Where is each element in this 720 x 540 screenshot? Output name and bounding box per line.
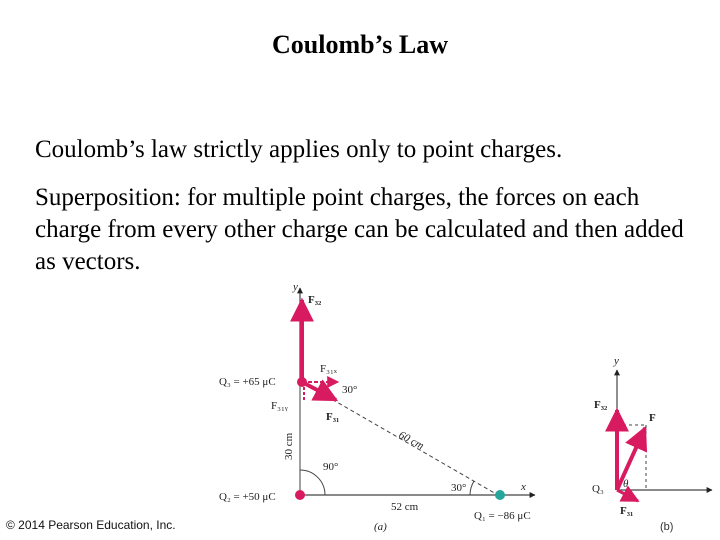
label-q2: Q₂ = +50 μC [219,491,276,503]
caption-a: (a) [374,521,387,533]
label-f31x: F₃₁ₓ [320,363,337,375]
angle-30-bottom-label: 30° [451,482,467,494]
label-theta: θ [623,478,629,490]
vector-f-resultant [617,428,645,490]
y-axis-label-a: y [293,281,298,293]
label-f31: F₃₁ [326,411,340,423]
label-q1: Q₁ = −86 μC [474,510,531,522]
label-f32-b: F₃₂ [594,399,608,411]
dist-vertical-label: 30 cm [283,432,295,460]
label-q3-b: Q₃ [592,483,604,495]
angle-30-bottom-arc [470,481,474,495]
charge-q1 [495,490,505,500]
dist-horizontal-label: 52 cm [391,501,419,513]
angle-90-label: 90° [323,461,339,473]
bullet-point-superposition: Superposition: for multiple point charges, the forces on each charge from every other charge can be calculated and then added as vectors. [35,184,684,275]
bullet-point-point-charges: Coulomb’s law strictly applies only to point charges. [35,136,563,163]
angle-90-arc [300,470,325,495]
slide-title: Coulomb’s Law [271,30,448,59]
angle-30-top-label: 30° [342,384,358,396]
copyright-notice: © 2014 Pearson Education, Inc. [6,518,176,532]
vector-f31 [302,382,336,400]
vector-f31-b [617,490,638,501]
label-f31-b: F₃₁ [620,505,634,517]
dist-hypotenuse-label: 60 cm [396,429,426,453]
figure-a [219,281,535,533]
label-f31y: F₃₁ᵧ [271,400,288,412]
label-q3: Q₃ = +65 μC [219,376,276,388]
x-axis-label-a: x [521,481,526,493]
label-f32: F₃₂ [308,294,322,306]
label-f: F [649,412,656,424]
figure-b [592,355,712,533]
charge-q2 [295,490,305,500]
caption-b: (b) [660,521,674,533]
y-axis-label-b: y [614,355,619,367]
charge-q3 [297,377,307,387]
